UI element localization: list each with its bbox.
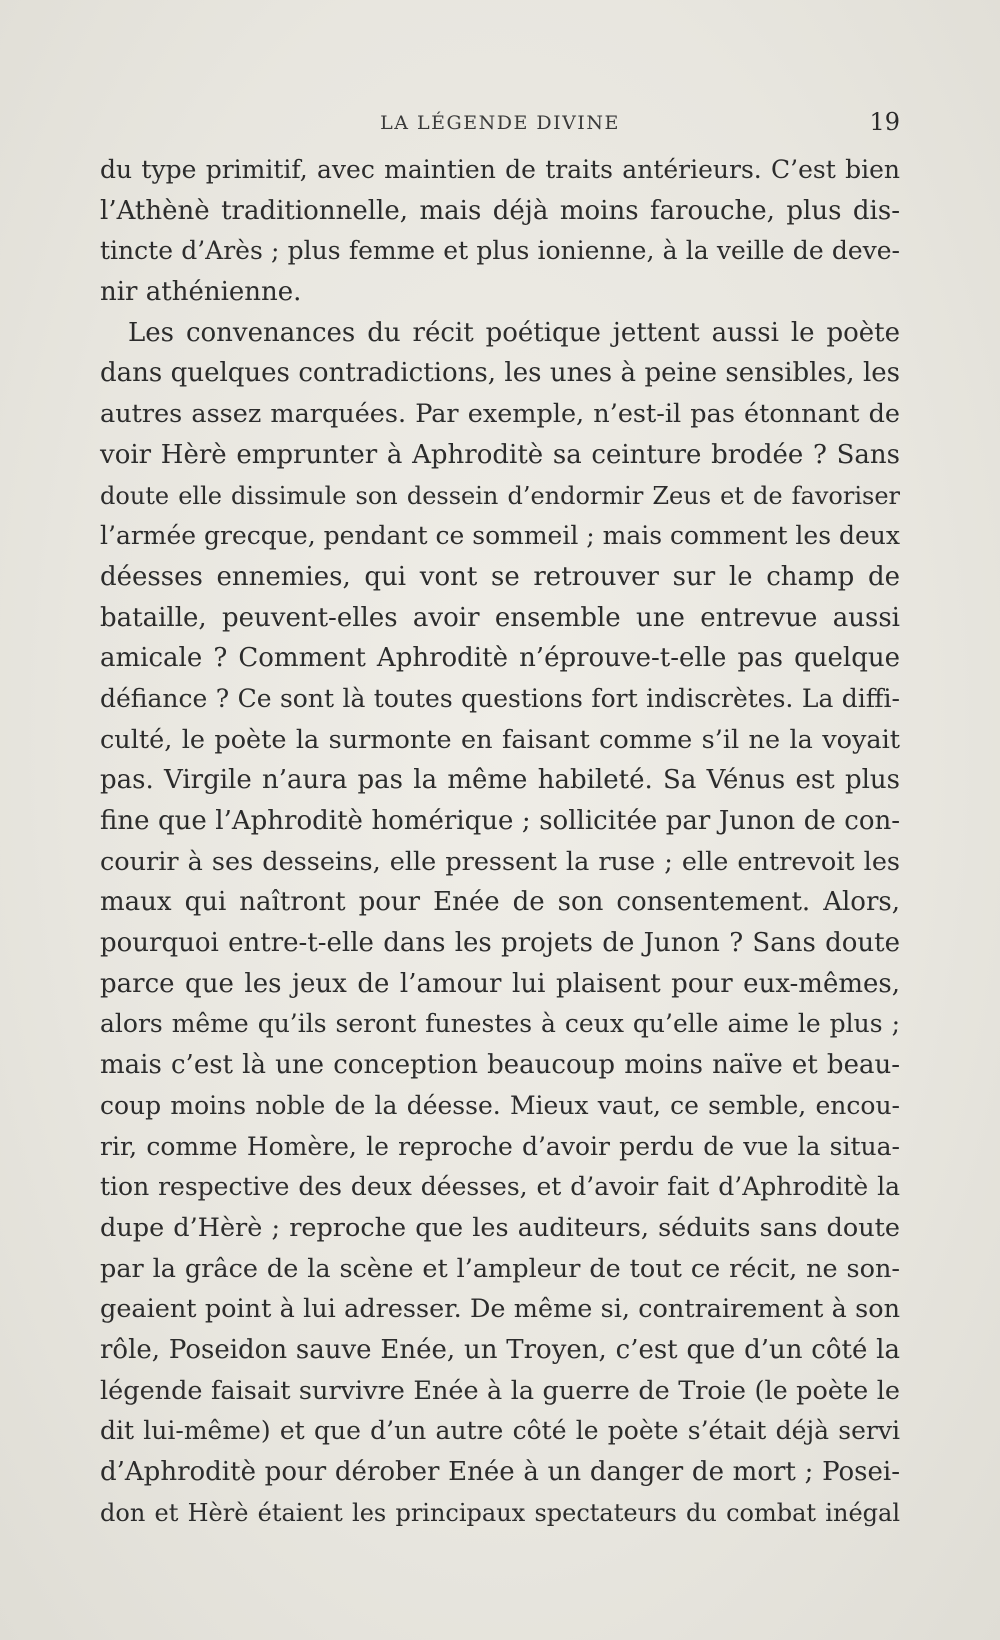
text-line: du type primitif, avec maintien de traits antérieurs. C’est bien bbox=[100, 155, 900, 184]
text-line: culté, le poète la surmonte en faisant comme s’il ne la voyait bbox=[100, 724, 900, 755]
text-line: l’armée grecque, pendant ce sommeil ; mais comment les deux bbox=[100, 521, 900, 551]
text-line: l’Athènè traditionnelle, mais déjà moins farouche, plus dis- bbox=[100, 195, 900, 226]
text-line: par la grâce de la scène et l’ampleur de tout ce récit, ne son- bbox=[100, 1253, 900, 1284]
text-line: doute elle dissimule son dessein d’endormir Zeus et de favoriser bbox=[100, 481, 900, 510]
text-line: autres assez marquées. Par exemple, n’est-il pas étonnant de bbox=[100, 399, 900, 430]
text-line: coup moins noble de la déesse. Mieux vaut, ce semble, encou- bbox=[100, 1090, 900, 1120]
text-line: rôle, Poseidon sauve Enée, un Troyen, c’est que d’un côté la bbox=[100, 1334, 900, 1365]
text-line: mais c’est là une conception beaucoup moins naïve et beau- bbox=[100, 1050, 900, 1081]
text-line: dupe d’Hèrè ; reproche que les auditeurs, séduits sans doute bbox=[100, 1212, 900, 1243]
text-line: tion respective des deux déesses, et d’avoir fait d’Aphroditè la bbox=[100, 1172, 900, 1202]
text-line: rir, comme Homère, le reproche d’avoir perdu de vue la situa- bbox=[100, 1131, 900, 1161]
text-line: Les convenances du récit poétique jettent aussi le poète bbox=[128, 317, 900, 348]
text-line: don et Hèrè étaient les principaux spectateurs du combat inégal bbox=[100, 1498, 900, 1527]
text-line: pourquoi entre-t-elle dans les projets de Junon ? Sans doute bbox=[100, 928, 900, 959]
text-line: alors même qu’ils seront funestes à ceux qu’elle aime le plus ; bbox=[100, 1009, 900, 1039]
text-line: maux qui naîtront pour Enée de son consentement. Alors, bbox=[100, 887, 900, 918]
body-text bbox=[100, 150, 900, 1533]
text-line: défiance ? Ce sont là toutes questions fort indiscrètes. La diffi- bbox=[100, 683, 900, 713]
text-line: fine que l’Aphroditè homérique ; sollicitée par Junon de con- bbox=[100, 806, 900, 836]
text-line: d’Aphroditè pour dérober Enée à un danger de mort ; Posei- bbox=[100, 1457, 900, 1487]
running-title: LA LÉGENDE DIVINE bbox=[380, 112, 620, 134]
text-line: tincte d’Arès ; plus femme et plus ionienne, à la veille de deve- bbox=[100, 236, 900, 266]
text-line: pas. Virgile n’aura pas la même habileté. Sa Vénus est plus bbox=[100, 765, 900, 796]
text-line: nir athénienne. bbox=[100, 277, 302, 308]
text-line: parce que les jeux de l’amour lui plaisent pour eux-mêmes, bbox=[100, 968, 900, 999]
text-line: déesses ennemies, qui vont se retrouver sur le champ de bbox=[100, 561, 900, 592]
text-line: courir à ses desseins, elle pressent la ruse ; elle entrevoit les bbox=[100, 846, 900, 877]
text-line: dit lui-même) et que d’un autre côté le poète s’était déjà servi bbox=[100, 1416, 900, 1446]
text-line: amicale ? Comment Aphroditè n’éprouve-t-elle pas quelque bbox=[100, 643, 900, 674]
page-number: 19 bbox=[869, 108, 900, 136]
text-line: légende faisait survivre Enée à la guerre de Troie (le poète le bbox=[100, 1375, 900, 1406]
page-header bbox=[100, 108, 900, 148]
text-line: bataille, peuvent-elles avoir ensemble une entrevue aussi bbox=[100, 602, 900, 633]
text-line: dans quelques contradictions, les unes à peine sensibles, les bbox=[100, 358, 900, 389]
text-line: voir Hèrè emprunter à Aphroditè sa ceinture brodée ? Sans bbox=[100, 439, 900, 470]
text-line: geaient point à lui adresser. De même si, contrairement à son bbox=[100, 1294, 900, 1325]
